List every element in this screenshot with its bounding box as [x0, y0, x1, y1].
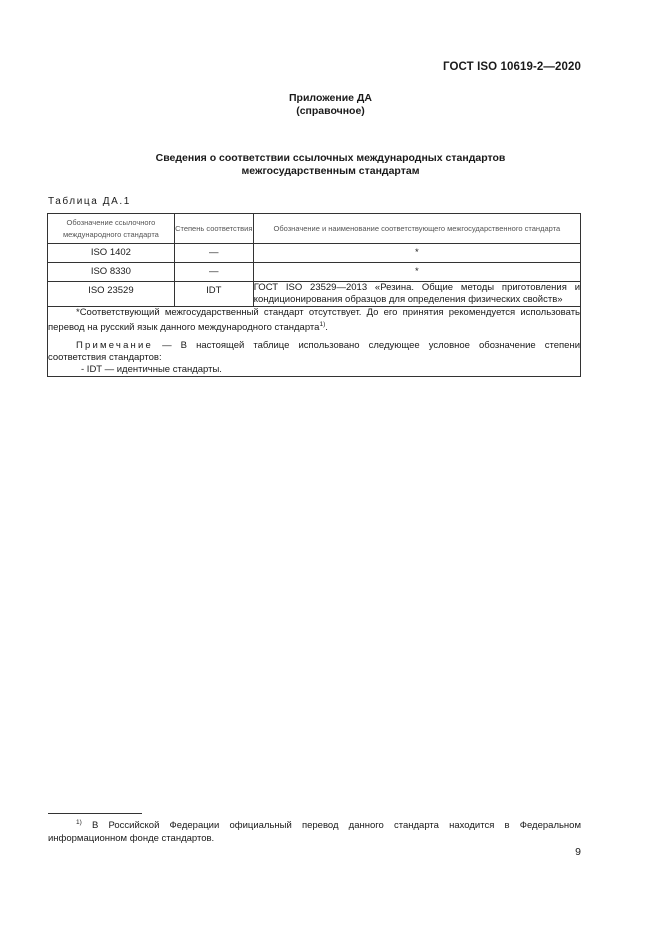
- note-label: Примечание: [76, 340, 153, 352]
- cell-national: ГОСТ ISO 23529—2013 «Резина. Общие методы приготовления и кондиционирования образцов для определения физических свойств»: [253, 282, 580, 305]
- cell-standard: ISO 23529: [48, 282, 175, 307]
- table-row: [48, 244, 581, 263]
- footnote-text: В Российской Федерации официальный перевод данного стандарта находится в Федеральном информационном фонде стандартов.: [48, 820, 581, 845]
- correspondence-table: [47, 213, 581, 377]
- table-notes: [48, 307, 581, 377]
- cell-standard: ISO 1402: [48, 244, 175, 263]
- table-header-row: [48, 214, 581, 244]
- document-code: ГОСТ ISO 10619-2—2020: [443, 61, 581, 73]
- table-note-row: [48, 307, 581, 377]
- section-title-line-2: межгосударственным стандартам: [241, 165, 420, 177]
- table-caption: Таблица ДА.1: [48, 196, 131, 207]
- cell-standard: ISO 8330: [48, 263, 175, 282]
- note-list-item: - IDT — идентичные стандарты.: [81, 364, 222, 376]
- appendix-title: Приложение ДА: [289, 92, 372, 104]
- footnote-marker: 1): [76, 819, 82, 826]
- star-note: [48, 307, 580, 334]
- footnote-ref: 1): [319, 321, 326, 328]
- table-row: [48, 282, 581, 307]
- cell-degree: IDT: [174, 282, 253, 307]
- appendix-heading: [0, 92, 661, 118]
- note-text: — В настоящей таблице использовано следующее условное обозначение степени соответствия стандартов:: [48, 340, 580, 364]
- star-note-text: *Соответствующий межгосударственный стандарт отсутствует. До его принятия рекомендуется использовать перевод на русский язык данного международного стандарта: [48, 307, 580, 334]
- column-header-standard: Обозначение ссылочного международного стандарта: [48, 214, 175, 244]
- section-title-line-1: Сведения о соответствии ссылочных международных стандартов: [155, 152, 506, 164]
- cell-national: *: [253, 244, 580, 263]
- appendix-subtitle: (справочное): [296, 105, 365, 117]
- section-title: [0, 152, 661, 178]
- footnote-divider: [48, 813, 142, 814]
- table-row: [48, 263, 581, 282]
- star-note-end: .: [325, 322, 328, 334]
- cell-degree: —: [174, 263, 253, 282]
- column-header-degree: Степень соответствия: [174, 214, 253, 244]
- cell-national: *: [253, 263, 580, 282]
- cell-degree: —: [174, 244, 253, 263]
- page-number: 9: [575, 846, 581, 858]
- footnote: [48, 816, 581, 845]
- table-note: [48, 340, 580, 364]
- column-header-national: Обозначение и наименование соответствующего межгосударственного стандарта: [253, 214, 580, 244]
